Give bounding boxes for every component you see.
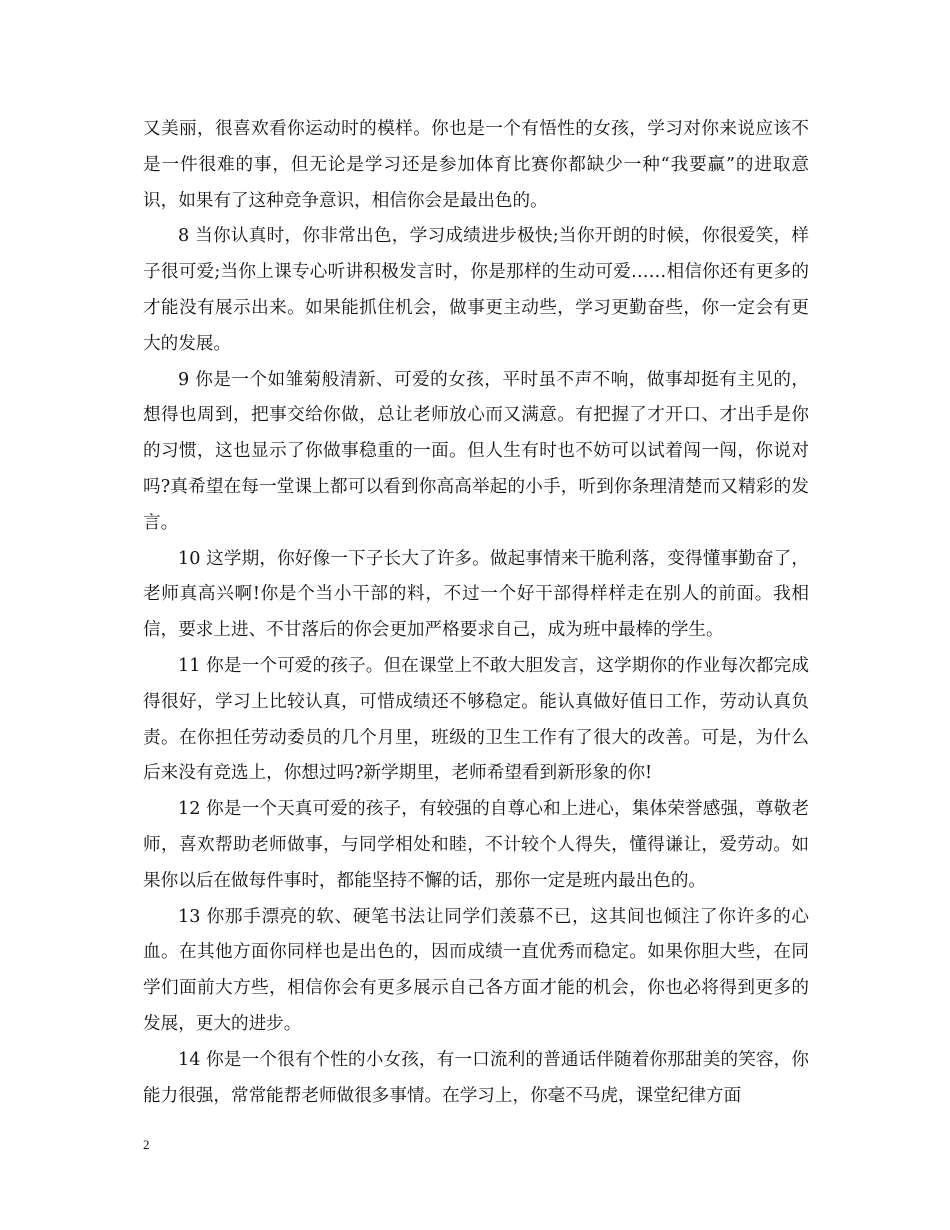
paragraph-item-9: 9 你是一个如雏菊般清新、可爱的女孩，平时虽不声不响，做事却挺有主见的，想得也周到，把事交给你做，总让老师放心而又满意。有把握了才开口、才出手是你的习惯，这也显示了你做事稳重的一面。但人生有时也不妨可以试着闯一闯，你说对吗?真希望在每一堂课上都可以看到你高高举起的小手，听到你条理清楚而又精彩的发言。	[143, 369, 809, 533]
paragraph-item-8: 8 当你认真时，你非常出色，学习成绩进步极快;当你开朗的时候，你很爱笑，样子很可爱;当你上课专心听讲积极发言时，你是那样的生动可爱……相信你还有更多的才能没有展示出来。如果能抓住机会，做事更主动些，学习更勤奋些，你一定会有更大的发展。	[143, 226, 809, 354]
paragraph-item-14: 14 你是一个很有个性的小女孩，有一口流利的普通话伴随着你那甜美的笑容，你能力很强，常常能帮老师做很多事情。在学习上，你毫不马虎，课堂纪律方面	[143, 1049, 809, 1106]
paragraph-item-13: 13 你那手漂亮的软、硬笔书法让同学们羡慕不已，这其间也倾注了你许多的心血。在其他方面你同样也是出色的，因而成绩一直优秀而稳定。如果你胆大些，在同学们面前大方些，相信你会有更多展示自己各方面才能的机会，你也必将得到更多的发展，更大的进步。	[143, 906, 809, 1034]
page-number: 2	[143, 1137, 150, 1152]
paragraph-item-10: 10 这学期，你好像一下子长大了许多。做起事情来干脆利落，变得懂事勤奋了，老师真高兴啊!你是个当小干部的料，不过一个好干部得样样走在别人的前面。我相信，要求上进、不甘落后的你会更加严格要求自己，成为班中最棒的学生。	[143, 548, 809, 641]
document-body	[143, 112, 809, 1114]
paragraph-item-12: 12 你是一个天真可爱的孩子，有较强的自尊心和上进心，集体荣誉感强，尊敬老师，喜欢帮助老师做事，与同学相处和睦，不计较个人得失，懂得谦让，爱劳动。如果你以后在做每件事时，都能坚持不懈的话，那你一定是班内最出色的。	[143, 799, 809, 891]
paragraph-item-11: 11 你是一个可爱的孩子。但在课堂上不敢大胆发言，这学期你的作业每次都完成得很好，学习上比较认真，可惜成绩还不够稳定。能认真做好值日工作，劳动认真负责。在你担任劳动委员的几个月里，班级的卫生工作有了很大的改善。可是，为什么后来没有竞选上，你想过吗?新学期里，老师希望看到新形象的你!	[143, 655, 809, 784]
paragraph-continuation: 又美丽，很喜欢看你运动时的模样。你也是一个有悟性的女孩，学习对你来说应该不是一件很难的事，但无论是学习还是参加体育比赛你都缺少一种“我要赢”的进取意识，如果有了这种竞争意识，相信你会是最出色的。	[143, 119, 809, 211]
